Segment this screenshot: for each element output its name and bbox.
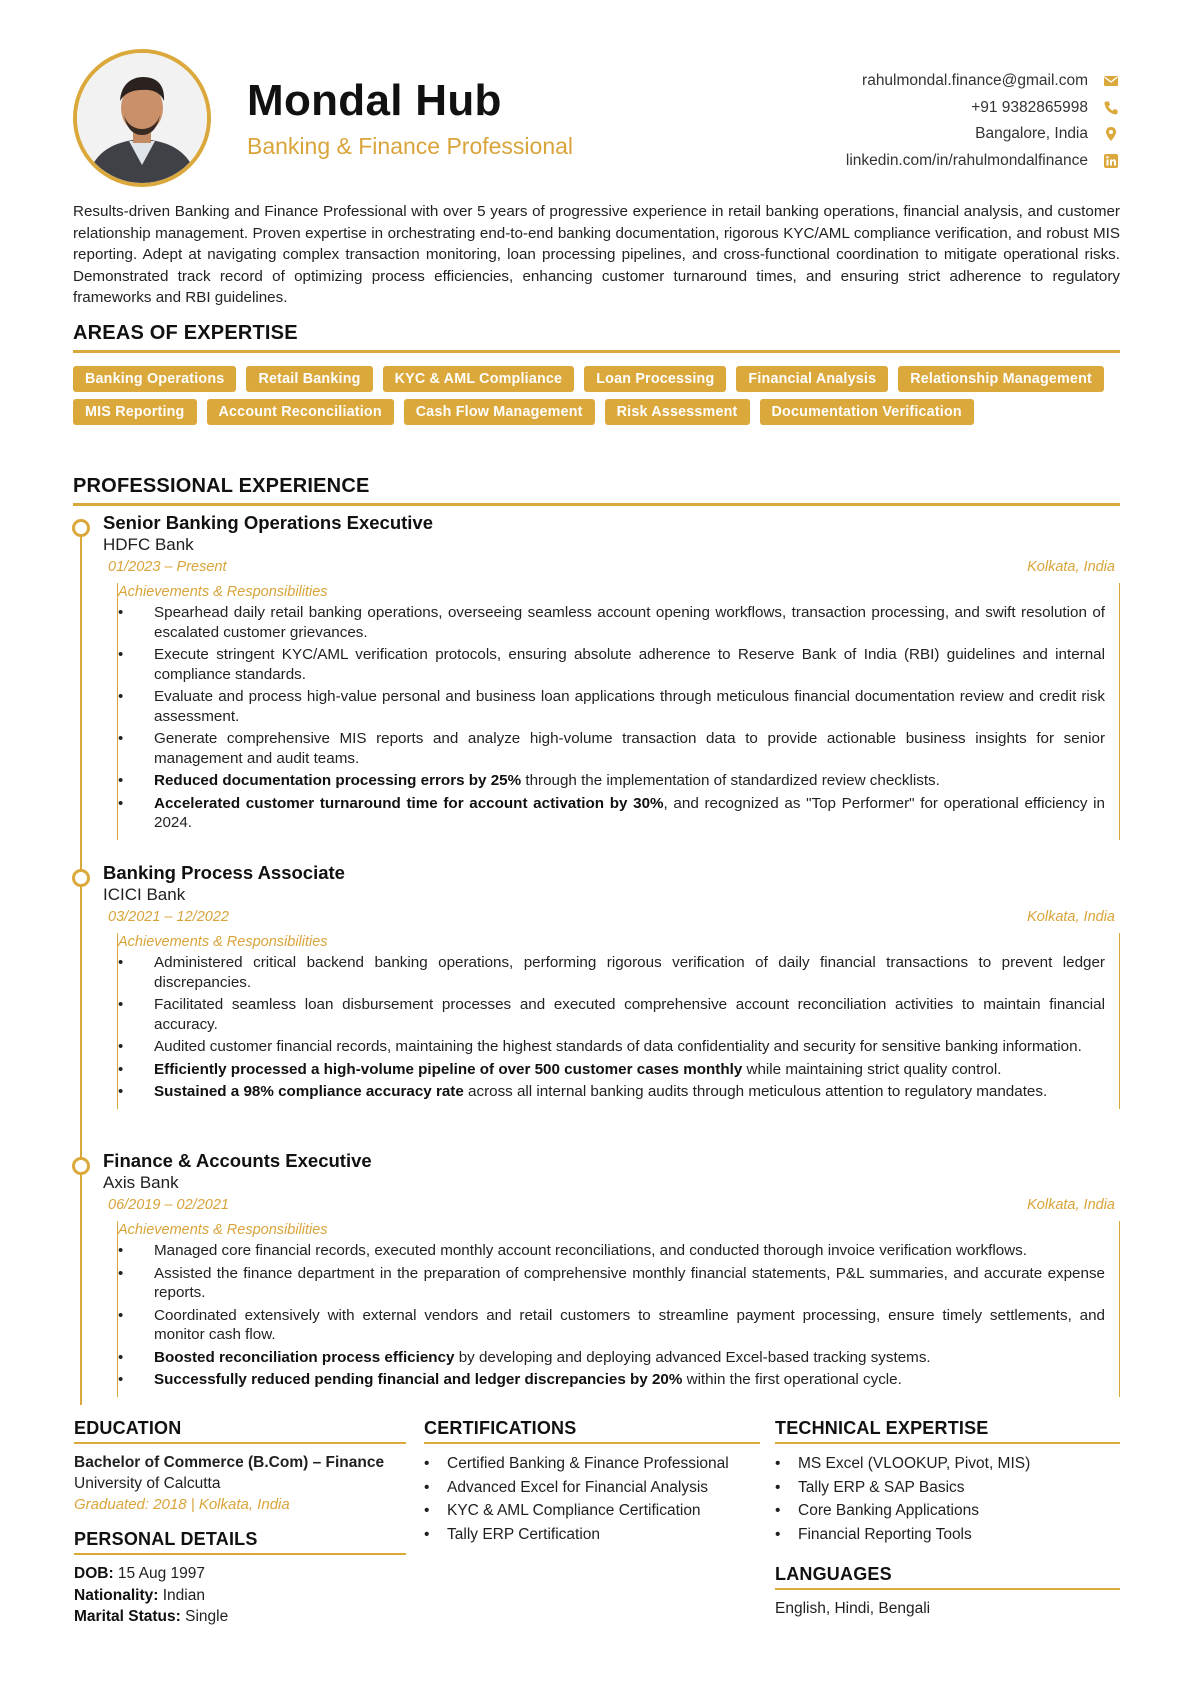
achievement-item [118,1082,1105,1102]
personal-detail-value: 15 Aug 1997 [113,1565,205,1582]
certifications-list [424,1452,760,1546]
profile-photo-icon [77,53,207,183]
technical-item: • Core Banking Applications [775,1499,1120,1523]
linkedin-text[interactable]: linkedin.com/in/rahulmondalfinance [845,151,1088,169]
expertise-tag: Documentation Verification [760,399,974,425]
expertise-tag: Account Reconciliation [207,399,394,425]
certifications-heading: CERTIFICATIONS [424,1418,760,1444]
achievement-list [118,603,1105,833]
candidate-name: Mondal Hub [247,76,502,125]
contact-email[interactable] [846,68,1120,95]
achievement-item [118,603,1105,642]
achievement-text: Execute stringent KYC/AML verification protocols, ensuring absolute adherence to Reserve Bank of India (RBI) guidelines and internal compliance standards. [154,646,1105,683]
job-meta [108,559,1120,575]
job-entry [73,862,1120,1109]
achievement-item [118,1060,1105,1080]
achievement-list [118,953,1105,1102]
job-meta [108,909,1120,925]
certification-item: • Certified Banking & Finance Professional [424,1452,760,1476]
achievement-text: Generate comprehensive MIS reports and analyze high-volume transaction data to provide actionable business insights for senior management and audit teams. [154,730,1105,767]
expertise-tag: Risk Assessment [605,399,750,425]
expertise-tag: MIS Reporting [73,399,197,425]
job-body [117,933,1120,1109]
achievement-item [118,645,1105,684]
personal-detail-row [74,1606,406,1628]
technical-list [775,1452,1120,1546]
achievement-item [118,1306,1105,1345]
languages-text: English, Hindi, Bengali [775,1600,931,1617]
achievement-highlight: Reduced documentation processing errors by 25% [154,772,522,789]
contact-linkedin[interactable] [846,148,1120,175]
expertise-tag: Relationship Management [898,366,1104,392]
job-company: Axis Bank [103,1173,179,1192]
job-location: Kolkata, India [1027,1197,1115,1213]
languages-heading: LANGUAGES [775,1564,1120,1590]
personal-detail-label: DOB: [74,1565,114,1582]
personal-detail-row [74,1563,406,1585]
personal-detail-row [74,1585,406,1607]
achievement-text: across all internal banking audits through meticulous attention to regulatory mandates. [463,1083,1048,1100]
achievement-item [118,953,1105,992]
expertise-tag: Retail Banking [246,366,372,392]
job-role: Finance & Accounts Executive [103,1150,372,1171]
technical-column [775,1418,1120,1620]
expertise-tag: Financial Analysis [736,366,888,392]
technical-heading: TECHNICAL EXPERTISE [775,1418,1120,1444]
avatar [73,49,211,187]
job-role: Banking Process Associate [103,862,345,883]
personal-details [74,1563,406,1628]
achievement-highlight: Boosted reconciliation process efficiency [154,1348,455,1366]
achievement-text: while maintaining strict quality control. [742,1060,1002,1078]
job-body [117,1221,1120,1397]
certifications-column [424,1418,760,1546]
contact-phone[interactable] [846,95,1120,122]
achievement-text: Facilitated seamless loan disbursement processes and executed comprehensive account reconciliation activities to maintain financial accuracy. [154,996,1105,1033]
contact-location [846,121,1120,148]
achievement-highlight: Accelerated customer turnaround time for account activation by 30% [154,794,664,812]
achievement-highlight: Efficiently processed a high-volume pipeline of over 500 customer cases monthly [154,1060,743,1078]
achievement-highlight: Sustained a 98% compliance accuracy rate [154,1083,464,1100]
timeline-dot-icon [72,869,90,887]
achievement-text: by developing and deploying advanced Excel-based tracking systems. [454,1348,931,1366]
achievement-item [118,794,1105,833]
expertise-tags [73,366,1120,425]
timeline-dot-icon [72,519,90,537]
achievement-item [118,1037,1105,1057]
timeline-dot-icon [72,1157,90,1175]
achievement-item [118,1264,1105,1303]
map-pin-icon [1102,125,1120,143]
personal-detail-label: Marital Status: [74,1608,181,1625]
job-dates: 06/2019 – 02/2021 [108,1197,229,1213]
achievement-item [118,1348,1105,1368]
linkedin-icon [1102,152,1120,170]
achievement-item [118,1370,1105,1390]
technical-item: • MS Excel (VLOOKUP, Pivot, MIS) [775,1452,1120,1476]
achievement-item [118,771,1105,791]
achievement-text: Evaluate and process high-value personal and business loan applications through meticulous financial documentation review and credit risk assessment. [154,688,1105,725]
phone-icon [1102,99,1120,117]
technical-item: • Financial Reporting Tools [775,1523,1120,1547]
email-text[interactable]: rahulmondal.finance@gmail.com [862,72,1088,90]
certification-item: • KYC & AML Compliance Certification [424,1499,760,1523]
job-dates: 03/2021 – 12/2022 [108,909,229,925]
location-text: Bangalore, India [975,125,1088,143]
achievement-item [118,995,1105,1034]
achievement-text: Administered critical backend banking operations, performing rigorous verification of daily financial transactions to prevent ledger discrepancies. [154,954,1105,991]
achievement-text: Spearhead daily retail banking operations, overseeing seamless account opening workflows, transaction processing, and swift resolution of escalated customer grievances. [154,604,1105,641]
achievements-label: Achievements & Responsibilities [118,584,328,600]
job-dates: 01/2023 – Present [108,559,227,575]
education-university: University of Calcutta [74,1475,221,1492]
candidate-title: Banking & Finance Professional [247,133,574,159]
expertise-tag: Banking Operations [73,366,236,392]
personal-detail-label: Nationality: [74,1586,159,1604]
expertise-tag: Loan Processing [584,366,726,392]
achievement-text: Managed core financial records, executed monthly account reconciliations, and conducted thorough invoice verification workflows. [154,1242,1027,1259]
job-role: Senior Banking Operations Executive [103,512,434,533]
job-location: Kolkata, India [1027,909,1115,925]
achievement-highlight: Successfully reduced pending financial and ledger discrepancies by 20% [154,1371,683,1388]
job-meta [108,1197,1120,1213]
professional-summary: Results-driven Banking and Finance Professional with over 5 years of progressive experience in retail banking operations, financial analysis, and customer relationship management. Proven expertise in orchestrating end-to-end banking documentation, rigorous KYC/AML compliance verification, and robust MIS reporting. Adept at navigating complex transaction monitoring, loan processing pipelines, and cross-functional coordination to mitigate operational risks. Demonstrated track record of optimizing process efficiencies, enhancing customer turnaround times, and ensuring strict adherence to regulatory frameworks and RBI guidelines. [73,203,1120,306]
expertise-heading: AREAS OF EXPERTISE [73,322,1120,353]
achievement-list [118,1241,1105,1390]
job-entry [73,512,1120,840]
phone-text[interactable]: +91 9382865998 [971,98,1088,116]
job-company: ICICI Bank [103,885,186,904]
expertise-tag: KYC & AML Compliance [383,366,575,392]
technical-item: • Tally ERP & SAP Basics [775,1476,1120,1500]
education-degree: Bachelor of Commerce (B.Com) – Finance [74,1454,385,1471]
envelope-icon [1102,72,1120,90]
achievement-text: Audited customer financial records, maintaining the highest standards of data confidentiality and security for sensitive banking information. [154,1038,1082,1055]
achievements-label: Achievements & Responsibilities [118,934,328,950]
achievement-item [118,729,1105,768]
personal-heading: PERSONAL DETAILS [74,1529,406,1555]
contact-block [846,68,1120,174]
experience-heading: PROFESSIONAL EXPERIENCE [73,475,1120,506]
job-entry [73,1150,1120,1397]
education-graduated: Graduated: 2018 | Kolkata, India [74,1496,290,1513]
achievement-text: within the first operational cycle. [682,1371,902,1388]
achievement-text: through the implementation of standardized review checklists. [521,772,940,789]
achievement-text: Coordinated extensively with external vendors and retail customers to streamline payment processing, ensure timely settlements, and monitor cash flow. [154,1306,1105,1343]
achievements-label: Achievements & Responsibilities [118,1222,328,1238]
personal-detail-value: Indian [158,1586,205,1604]
job-body [117,583,1120,840]
job-company: HDFC Bank [103,535,194,554]
personal-detail-value: Single [180,1608,229,1625]
job-location: Kolkata, India [1027,559,1115,575]
achievement-text: , and recognized as "Top Performer" for operational efficiency in 2024. [154,794,1105,831]
achievement-item [118,687,1105,726]
achievement-item [118,1241,1105,1261]
expertise-tag: Cash Flow Management [404,399,595,425]
education-heading: EDUCATION [74,1418,406,1444]
certification-item: • Tally ERP Certification [424,1523,760,1547]
certification-item: • Advanced Excel for Financial Analysis [424,1476,760,1500]
achievement-text: Assisted the finance department in the preparation of comprehensive monthly financial statements, P&L summaries, and accurate expense reports. [154,1264,1105,1301]
education-column [74,1418,406,1628]
